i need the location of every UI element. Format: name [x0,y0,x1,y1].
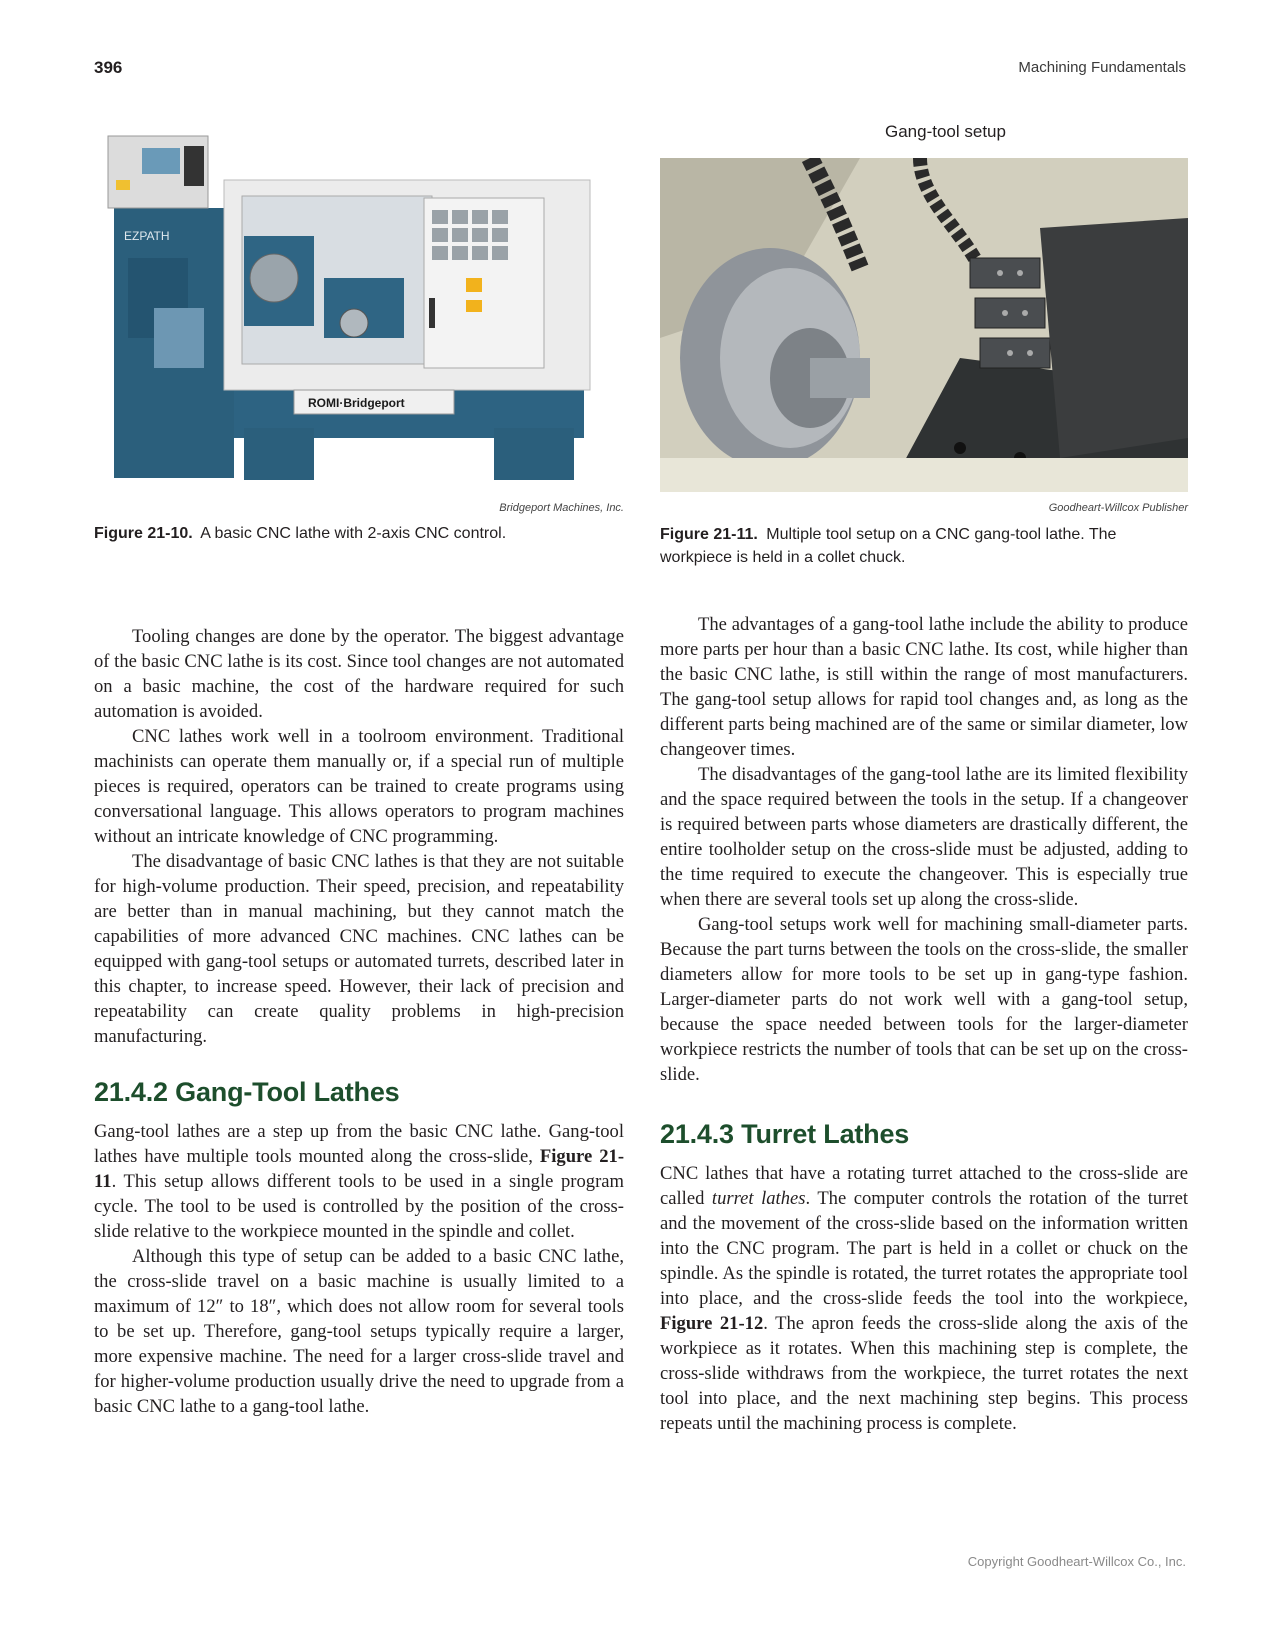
paragraph [660,1161,1188,1436]
paragraph: Tooling changes are done by the operator. The biggest advantage of the basic CNC lathe is its cost. Since tool changes are not automated on a basic machine, the cost of the hardware required for such automation is avoided. [94,626,624,722]
paragraph: CNC lathes work well in a toolroom environment. Traditional machinists can operate them manually or, if a special run of multiple pieces is required, operators can be trained to create programs using conversational language. This allows operators to program machines without an intricate knowledge of CNC programming. [94,726,624,847]
paragraph: The advantages of a gang-tool lathe include the ability to produce more parts per hour than a basic CNC lathe. Its cost, while higher than the basic CNC lathe, is still within the range of most manufacturers. The gang-tool setup allows for rapid tool changes and, as long as the different parts being machined are of the same or similar diameter, low changeover times. [660,614,1188,760]
figure-reference: Figure 21-11 [94,1146,625,1192]
gang-tool-callout: Gang-tool setup [885,122,1006,141]
text-run: . This setup allows different tools to be used in a single program cycle. The tool to be used is controlled by the position of the cross-slide relative to the workpiece mounted in the spindle and collet. [94,1171,624,1242]
caption-text: Multiple tool setup on a CNC gang-tool lathe. The workpiece is held in a collet chuck. [660,526,1117,566]
text-run: CNC lathes that have a rotating turret attached to the cross-slide are called [660,1163,1188,1209]
section-heading-21-4-2: 21.4.2 Gang-Tool Lathes [94,1077,400,1107]
paragraph [94,1119,624,1244]
figure-21-11-credit: Goodheart-Willcox Publisher [1048,502,1188,514]
caption-text: A basic CNC lathe with 2-axis CNC control. [200,525,507,542]
italic-term: turret lathes [711,1188,806,1209]
gang-tool-photo [660,158,1188,492]
control-panel-label: EZPATH [124,229,170,243]
running-header-title: Machining Fundamentals [1018,59,1186,76]
text-run: Gang-tool lathes are a step up from the basic CNC lathe. Gang-tool lathes have multiple tools mounted along the cross-slide, [94,1121,624,1167]
figure-reference: Figure 21-12 [660,1313,764,1334]
figure-21-11 [660,122,1188,569]
paragraph: Gang-tool setups work well for machining small-diameter parts. Because the part turns between the tools on the cross-slide, the smaller diameters allow for more tools to be set up in gang-type fashion. Larger-diameter parts do not work well with a gang-tool setup, because the space needed between tools for the larger-diameter workpiece restricts the number of tools that can be set up on the cross-slide. [660,914,1188,1085]
figure-21-10 [94,128,624,545]
page-number: 396 [94,58,123,77]
paragraph: The disadvantage of basic CNC lathes is that they are not suitable for high-volume production. Their speed, precision, and repeatability are better than in manual machining, but they cannot match the capabilities of more advanced CNC machines. CNC lathes can be equipped with gang-tool setups or automated turrets, described later in this chapter, to increase speed. However, their lack of precision and repeatability can create quality problems in high-precision manufacturing. [94,851,624,1047]
copyright-footer: Copyright Goodheart-Willcox Co., Inc. [967,1554,1186,1569]
text-run: . The apron feeds the cross-slide along the axis of the workpiece as it rotates. When this machining step is complete, the cross-slide withdraws from the workpiece, the turret rotates the next tool into place, and the next machining step begins. This process repeats until the machining process is complete. [660,1313,1188,1434]
text-run: . The computer controls the rotation of the turret and the movement of the cross-slide based on the information written into the CNC program. The part is held in a collet or chuck on the spindle. As the spindle is rotated, the turret rotates the appropriate tool into place, and the cross-slide feeds the tool into the workpiece, [660,1188,1188,1309]
brand-plate-text: ROMI·Bridgeport [308,396,405,410]
paragraph: Although this type of setup can be added to a basic CNC lathe, the cross-slide travel on a basic machine is usually limited to a maximum of 12″ to 18″, which does not allow room for several tools to be set up. Therefore, gang-tool setups typically require a larger, more expensive machine. The need for a larger cross-slide travel and for higher-volume production usually drive the need to upgrade from a basic CNC lathe to a gang-tool lathe. [94,1246,624,1417]
right-column [660,612,1188,1436]
paragraph: The disadvantages of the gang-tool lathe are its limited flexibility and the space required between the tools in the setup. If a changeover is required between parts whose diameters are drastically different, the entire toolholder setup on the cross-slide must be adjusted, adding to the time required to execute the changeover. This is especially true when there are several tools set up along the cross-slide. [660,764,1188,910]
section-heading-21-4-3: 21.4.3 Turret Lathes [660,1119,910,1149]
figure-21-10-caption [94,522,624,545]
figure-21-11-caption [660,523,1188,569]
figure-21-10-credit: Bridgeport Machines, Inc. [499,502,624,514]
cnc-lathe-photo [94,128,614,490]
left-column [94,624,624,1419]
figure-label: Figure 21-10. [94,525,193,542]
figure-label: Figure 21-11. [660,526,758,543]
